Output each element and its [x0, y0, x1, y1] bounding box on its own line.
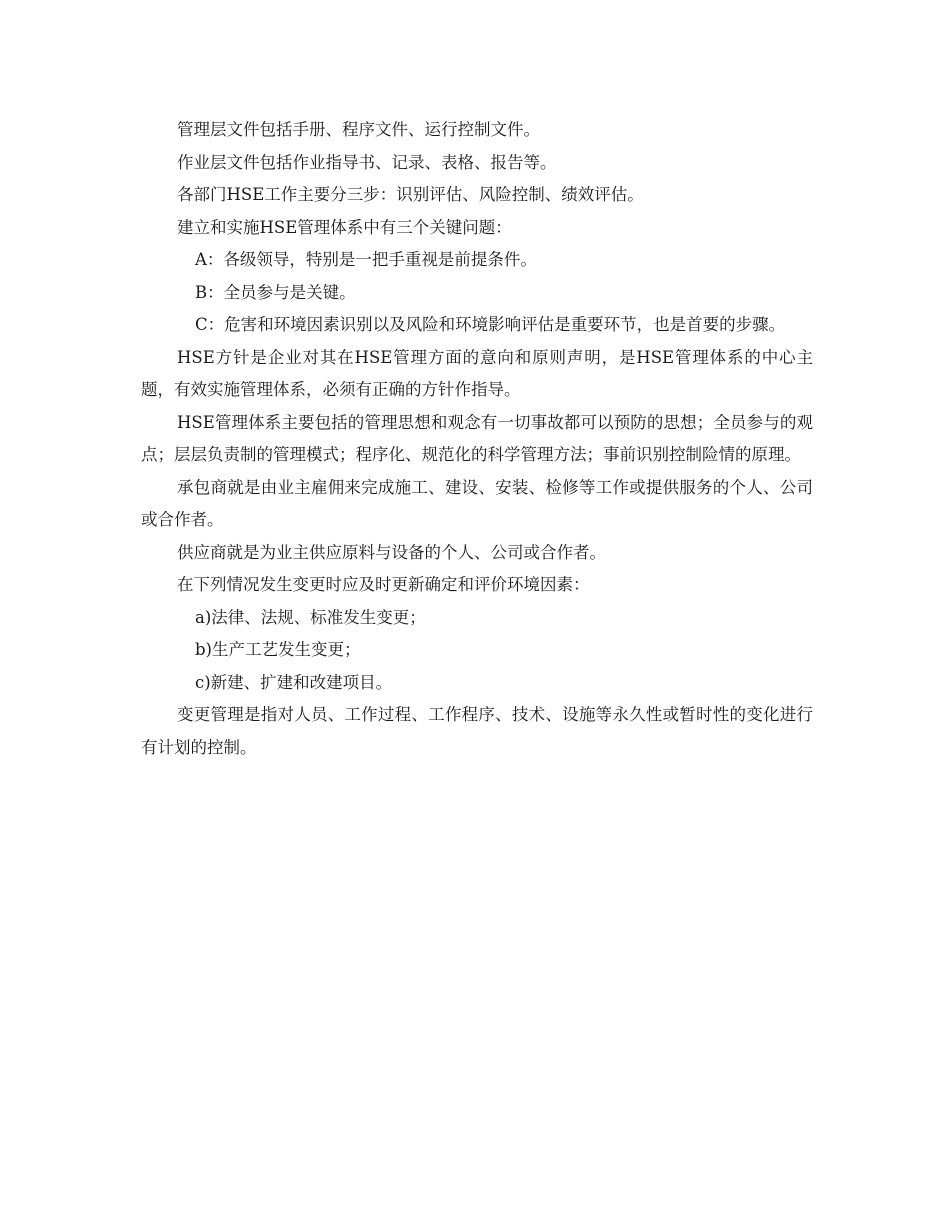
- paragraph: 变更管理是指对人员、工作过程、工作程序、技术、设施等永久性或暂时性的变化进行有计划的控制。: [141, 705, 813, 757]
- paragraph: 供应商就是为业主供应原料与设备的个人、公司或合作者。: [177, 542, 606, 562]
- list-item: A：各级领导，特别是一把手重视是前提条件。: [195, 250, 537, 269]
- paragraph: 作业层文件包括作业指导书、记录、表格、报告等。: [177, 152, 557, 172]
- document-body: [141, 114, 813, 764]
- list-item: C：危害和环境因素识别以及风险和环境影响评估是重要环节，也是首要的步骤。: [195, 315, 786, 334]
- paragraph: 承包商就是由业主雇佣来完成施工、建设、安装、检修等工作或提供服务的个人、公司或合作者。: [141, 477, 813, 529]
- list-item: c)新建、扩建和改建项目。: [195, 672, 393, 692]
- paragraph: 管理层文件包括手册、程序文件、运行控制文件。: [177, 120, 540, 139]
- list-item: a)法律、法规、标准发生变更；: [195, 607, 426, 627]
- paragraph: 建立和实施HSE管理体系中有三个关键问题：: [177, 217, 512, 237]
- list-item: B：全员参与是关键。: [195, 282, 356, 302]
- paragraph: 各部门HSE工作主要分三步：识别评估、风险控制、绩效评估。: [177, 185, 644, 204]
- paragraph: HSE管理体系主要包括的管理思想和观念有一切事故都可以预防的思想；全员参与的观点；层层负责制的管理模式；程序化、规范化的科学管理方法；事前识别控制险情的原理。: [141, 412, 813, 464]
- list-item: b)生产工艺发生变更；: [195, 640, 361, 659]
- paragraph: 在下列情况发生变更时应及时更新确定和评价环境因素：: [177, 575, 590, 594]
- paragraph: HSE方针是企业对其在HSE管理方面的意向和原则声明，是HSE管理体系的中心主题，有效实施管理体系，必须有正确的方针作指导。: [141, 347, 813, 399]
